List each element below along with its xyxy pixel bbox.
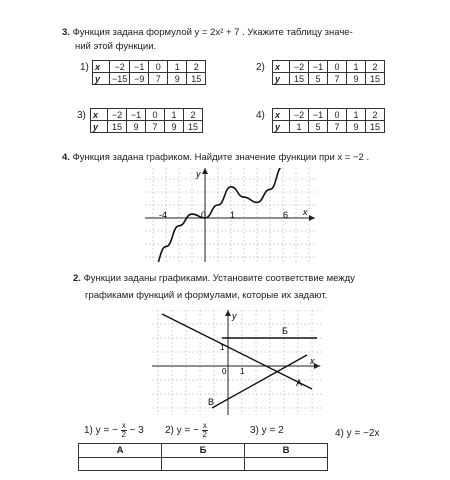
table-cell: 9 (165, 121, 184, 133)
task4-tick-label: -4 (159, 210, 168, 220)
task3-option1-label[interactable]: 1) (80, 62, 89, 73)
task4-x-arrow-icon (309, 215, 315, 221)
table-cell: 0 (328, 109, 347, 121)
table-cell: 0 (146, 109, 165, 121)
table-cell: x (273, 109, 290, 121)
task2-x-arrow-icon (314, 363, 320, 369)
task2-line-label: В (208, 397, 215, 407)
task4-question: Функция задана графиком. Найдите значение функции при x = −2 . (72, 152, 370, 163)
table-cell: x (273, 61, 290, 73)
table-cell: 2 (366, 109, 385, 121)
table-cell: 9 (127, 121, 146, 133)
table-cell: y (93, 73, 110, 85)
task2-axis-x-label: x (310, 356, 315, 366)
table-cell: 1 (168, 61, 187, 73)
answer-cell[interactable] (162, 458, 245, 471)
task2-tick-label: 1 (220, 343, 225, 352)
table-cell: −1 (309, 61, 328, 73)
task2-line1 (73, 273, 355, 285)
answer-table (78, 443, 328, 471)
table-cell: −2 (110, 61, 130, 73)
table-cell: 0 (149, 61, 168, 73)
table-cell: −9 (130, 73, 149, 85)
task2-tick-label: 0 (222, 367, 227, 376)
table-cell: −1 (127, 109, 146, 121)
table-cell: −1 (309, 109, 328, 121)
task2-number: 2. (73, 273, 81, 284)
table-cell: 15 (108, 121, 127, 133)
task3-option3-table (90, 108, 203, 133)
task2-tick-label: 1 (240, 367, 245, 376)
task2-grid (152, 310, 322, 415)
table-cell: −2 (290, 109, 309, 121)
fraction (202, 422, 208, 439)
task2-graph (152, 310, 322, 415)
table-cell: 9 (347, 121, 366, 133)
table-cell: x (93, 61, 110, 73)
task4-tick-label: 0 (201, 210, 207, 220)
table-cell: 15 (366, 73, 385, 85)
table-cell: 9 (168, 73, 187, 85)
table-cell: 2 (184, 109, 203, 121)
task3-line1 (62, 27, 353, 39)
formula-option4[interactable]: 4) y = −2x (335, 428, 380, 439)
table-cell: 7 (328, 73, 347, 85)
task4-tick-label: 6 (283, 210, 289, 220)
task4-tick-label: 1 (230, 210, 236, 220)
task4-y-arrow-icon (202, 168, 208, 174)
table-cell: 15 (290, 73, 309, 85)
task3-option2-table (272, 60, 385, 85)
task2-y-arrow-icon (225, 310, 231, 316)
answer-header: А (79, 444, 162, 458)
answer-cell[interactable] (79, 458, 162, 471)
table-cell: 2 (187, 61, 206, 73)
task3-option4-label[interactable]: 4) (256, 110, 265, 121)
fraction-numerator: x (121, 421, 126, 430)
table-cell: y (273, 121, 290, 133)
task3-option1-table (92, 60, 206, 85)
answer-header: Б (162, 444, 245, 458)
table-cell: 15 (366, 121, 385, 133)
formula-option2[interactable] (165, 422, 208, 439)
fraction (121, 422, 127, 439)
table-cell: −15 (110, 73, 130, 85)
table-cell: 7 (328, 121, 347, 133)
table-cell: 1 (347, 109, 366, 121)
table-cell: −2 (108, 109, 127, 121)
fraction-numerator: x (202, 421, 207, 430)
task3-option2-label[interactable]: 2) (256, 62, 265, 73)
task3-question: Функция задана формулой y = 2x² + 7 . Укажите таблицу значе- (72, 27, 353, 38)
table-cell: 5 (309, 73, 328, 85)
table-cell: 1 (290, 121, 309, 133)
table-cell: 2 (366, 61, 385, 73)
table-cell: −2 (290, 61, 309, 73)
task2-question: Функции заданы графиками. Установите соответствие между (83, 273, 355, 284)
task2-line-label: Б (282, 326, 288, 336)
answer-cell[interactable] (245, 458, 328, 471)
table-cell: 7 (146, 121, 165, 133)
task3-line2: ний этой функции. (75, 41, 157, 52)
task4-line (62, 152, 369, 164)
formula-text: 1) y = − (84, 425, 118, 437)
fraction-denominator: 2 (121, 430, 126, 439)
formula-text: 2) y = − (165, 425, 199, 437)
formula-option1[interactable] (84, 422, 144, 439)
task2-axis-y-label: y (232, 311, 237, 321)
table-cell: 1 (165, 109, 184, 121)
task4-axis-y-label: y (196, 169, 201, 179)
task2-line-a (162, 314, 312, 389)
answer-header: В (245, 444, 328, 458)
formula-text: − 3 (129, 425, 144, 437)
task4-axis-x-label: x (303, 207, 308, 217)
fraction-denominator: 2 (202, 430, 207, 439)
table-cell: x (91, 109, 108, 121)
task3-option3-label[interactable]: 3) (77, 110, 86, 121)
task4-curve (153, 168, 283, 262)
table-cell: 0 (328, 61, 347, 73)
table-cell: −1 (130, 61, 149, 73)
table-cell: 9 (347, 73, 366, 85)
table-cell: 5 (309, 121, 328, 133)
table-cell: 15 (187, 73, 206, 85)
task2-line-label: А (296, 378, 303, 388)
table-cell: 15 (184, 121, 203, 133)
task3-option4-table (272, 108, 385, 133)
task4-number: 4. (62, 152, 70, 163)
task3-number: 3. (62, 27, 70, 38)
table-cell: 7 (149, 73, 168, 85)
task2-line2: графиками функций и формулами, которые их задают. (85, 290, 328, 301)
table-cell: y (273, 73, 290, 85)
task4-graph (145, 168, 315, 262)
formula-option3[interactable]: 3) y = 2 (250, 425, 284, 436)
table-cell: y (91, 121, 108, 133)
table-cell: 1 (347, 61, 366, 73)
